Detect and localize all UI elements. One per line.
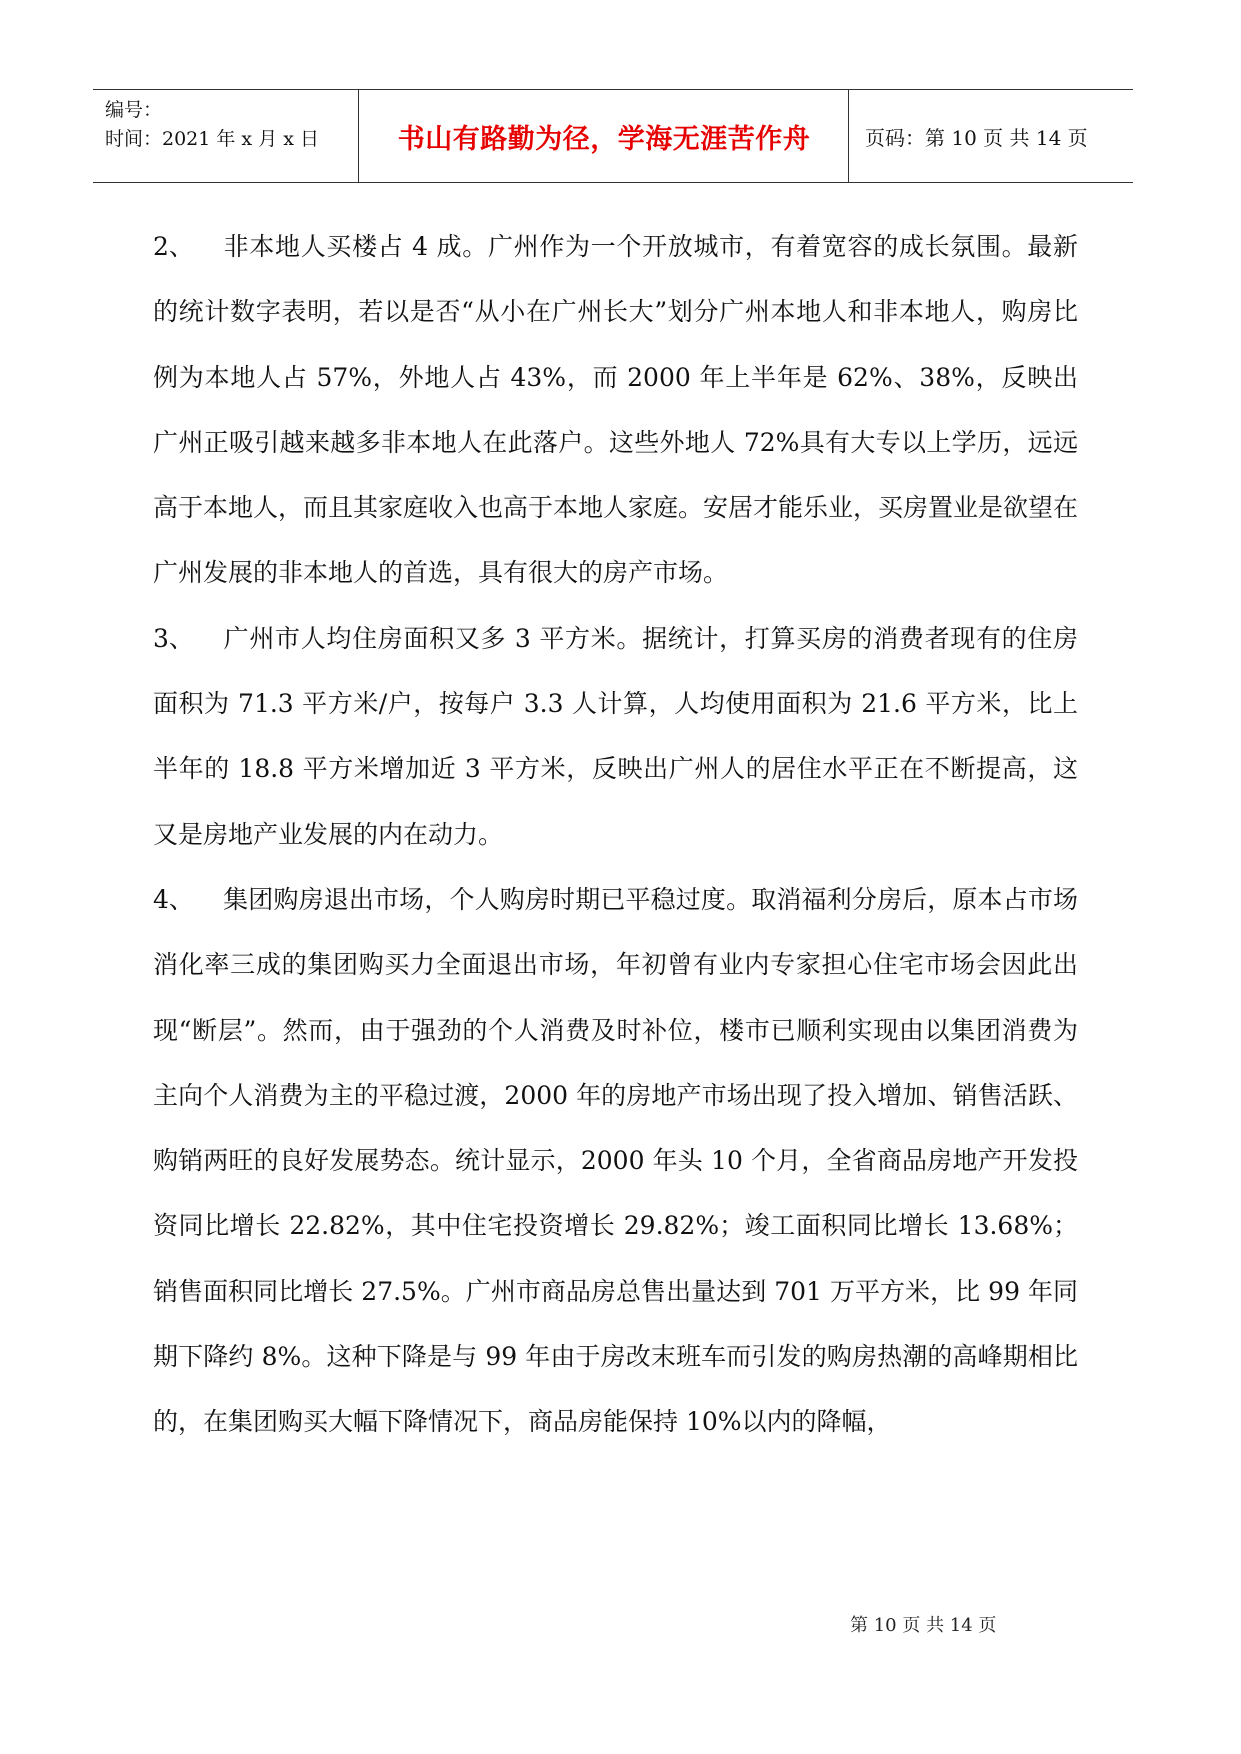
header-page-label: 页码：第 10 页 共 14 页 bbox=[865, 125, 1088, 150]
header-meta bbox=[105, 96, 319, 154]
header-divider bbox=[358, 90, 359, 182]
paragraph-text: 集团购房退出市场，个人购房时期已平稳过度。取消福利分房后，原本占市场消化率三成的集团购买力全面退出市场，年初曾有业内专家担心住宅市场会因此出现“断层”。然而，由于强劲的个人消费及时补位，楼市已顺利实现由以集团消费为主向个人消费为主的平稳过渡，2000 年的房地产市场出现了投入增加、销售活跃、购销两旺的良好发展势态。统计显示，2000 年头 10 个月，全省商品房地产开发投资同比增长 22.82%，其中住宅投资增长 29.82%；竣工面积同比增长 13.68%；销售面积同比增长 27.5%。广州市商品房总售出量达到 701 万平方米，比 99 年同期下降约 8%。这种下降是与 99 年由于房改末班车而引发的购房热潮的高峰期相比的，在集团购买大幅下降情况下，商品房能保持 10%以内的降幅， bbox=[153, 884, 1078, 1437]
date-label: 时间：2021 年 x 月 x 日 bbox=[105, 128, 319, 150]
document-body bbox=[153, 214, 1078, 1455]
paragraph-number: 4、 bbox=[153, 884, 194, 914]
paragraph-4 bbox=[153, 867, 1078, 1455]
id-label: 编号： bbox=[105, 99, 163, 121]
page-footer: 第 10 页 共 14 页 bbox=[850, 1615, 997, 1636]
header-divider bbox=[848, 90, 849, 182]
header-motto: 书山有路勤为径，学海无涯苦作舟 bbox=[397, 123, 811, 155]
paragraph-number: 2、 bbox=[153, 232, 194, 261]
paragraph-2 bbox=[153, 214, 1078, 606]
paragraph-text: 非本地人买楼占 4 成。广州作为一个开放城市，有着宽容的成长氛围。最新的统计数字表明，若以是否“从小在广州长大”划分广州本地人和非本地人，购房比例为本地人占 57%，外地人占 43%，而 2000 年上半年是 62%、38%，反映出广州正吸引越来越多非本地人在此落户。这些外地人 72%具有大专以上学历，远远高于本地人，而且其家庭收入也高于本地人家庭。安居才能乐业，买房置业是欲望在广州发展的非本地人的首选，具有很大的房产市场。 bbox=[153, 232, 1079, 588]
paragraph-text: 广州市人均住房面积又多 3 平方米。据统计，打算买房的消费者现有的住房面积为 71.3 平方米/户，按每户 3.3 人计算，人均使用面积为 21.6 平方米，比上半年的 18.8 平方米增加近 3 平方米，反映出广州人的居住水平正在不断提高，这又是房地产业发展的内在动力。 bbox=[153, 623, 1078, 849]
paragraph-number: 3、 bbox=[153, 623, 194, 653]
document-header bbox=[93, 89, 1133, 183]
paragraph-3 bbox=[153, 606, 1078, 867]
